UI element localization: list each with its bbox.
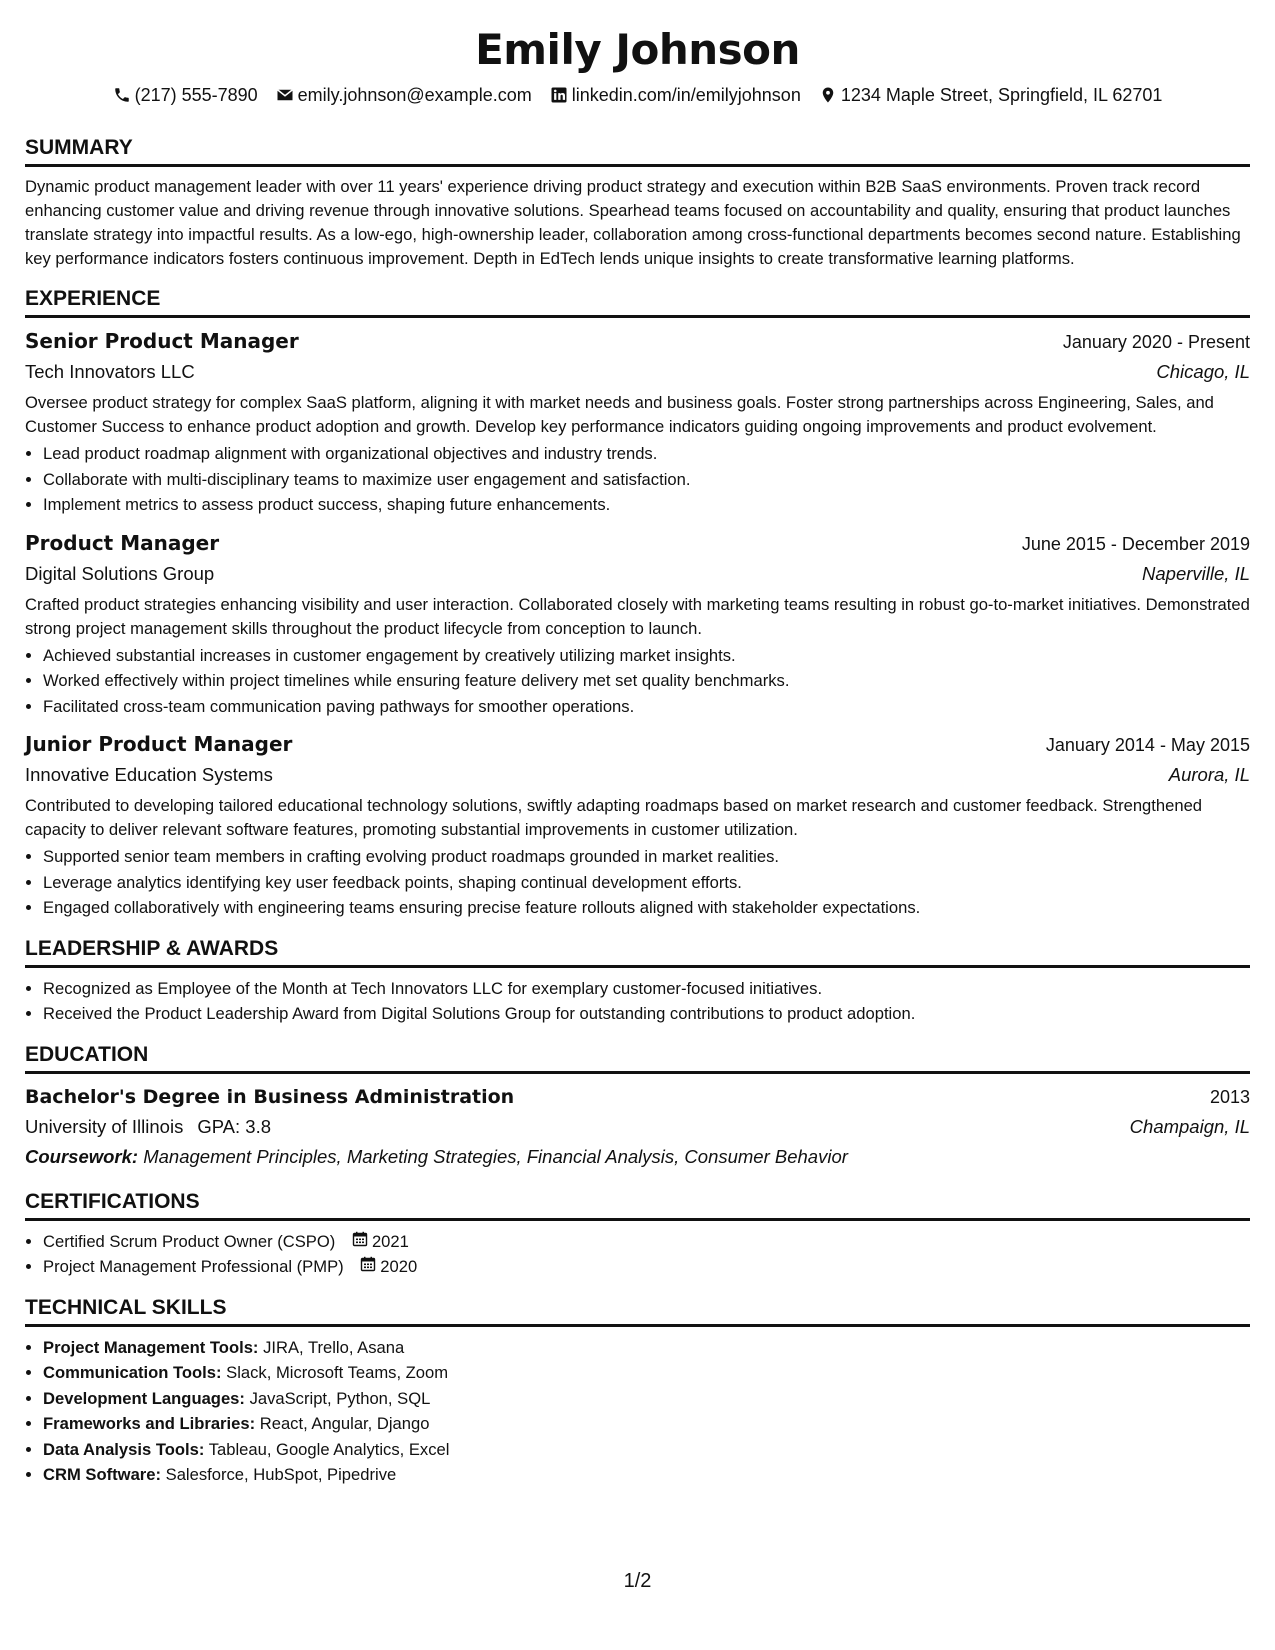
- certification-year: 2020: [380, 1257, 418, 1276]
- resume-page: [25, 0, 1250, 1488]
- school-name: University of Illinois: [25, 1115, 184, 1137]
- job-entry: [25, 326, 1250, 518]
- skill-values: Tableau, Google Analytics, Excel: [208, 1439, 450, 1459]
- calendar-icon: [352, 1231, 368, 1247]
- list-item: [43, 1335, 1250, 1361]
- job-location: Aurora, IL: [1168, 764, 1250, 785]
- list-item: • Recognized as Employee of the Month at Tech Innovators LLC for exemplary customer-focused initiatives.: [43, 976, 1250, 1002]
- skill-category: Communication Tools:: [43, 1363, 222, 1382]
- company-name: Tech Innovators LLC: [25, 361, 195, 382]
- certification-name: Certified Scrum Product Owner (CSPO): [43, 1231, 336, 1251]
- summary-text: Dynamic product management leader with over 11 years' experience driving product strategy and execution within B2B SaaS environments. Proven track record enhancing customer value and driving revenue through innovative solutions. Spearhead teams focused on accountability and quality, ensuring that product launches translate strategy into impactful results. As a low-ego, high-ownership leader, collaboration among cross-functional departments becomes second nature. Establishing key performance indicators fosters continuous improvement. Depth in EdTech lends unique insights to create transformative learning platforms.: [25, 177, 1241, 268]
- company-name: Innovative Education Systems: [25, 764, 273, 785]
- section-title: TECHNICAL SKILLS: [25, 1294, 1250, 1327]
- certifications-section: [25, 1188, 1250, 1280]
- certification-year: 2021: [371, 1231, 409, 1251]
- job-bullets: [25, 643, 1250, 720]
- education-section: [25, 1041, 1250, 1172]
- list-item: [43, 1411, 1250, 1437]
- email-text[interactable]: emily.johnson@example.com: [297, 85, 532, 105]
- list-item: [43, 1437, 1250, 1463]
- job-bullets: [25, 844, 1250, 921]
- certifications-list: [25, 1229, 1250, 1280]
- list-item: [43, 1360, 1250, 1386]
- job-description: Crafted product strategies enhancing visibility and user interaction. Collaborated closely with marketing teams resulting in robust go-to-market initiatives. Demonstrated strong project management skills throughout the product lifecycle from conception to launch.: [25, 594, 1250, 638]
- skill-category: Frameworks and Libraries:: [43, 1414, 256, 1433]
- degree-title: Bachelor's Degree in Business Administration: [25, 1085, 515, 1108]
- coursework-label: Coursework:: [25, 1145, 139, 1167]
- skill-values: React, Angular, Django: [259, 1414, 430, 1433]
- phone-icon: [113, 86, 131, 104]
- section-title: EXPERIENCE: [25, 285, 1250, 318]
- job-location: Chicago, IL: [1156, 361, 1250, 382]
- experience-section: [25, 285, 1250, 921]
- list-item: • Worked effectively within project timelines while ensuring feature delivery met set quality benchmarks.: [43, 668, 1250, 694]
- skills-section: [25, 1294, 1250, 1488]
- job-dates: June 2015 - December 2019: [1021, 533, 1250, 554]
- coursework: [25, 1142, 1250, 1172]
- school-location: Champaign, IL: [1129, 1115, 1250, 1137]
- list-item: • Received the Product Leadership Award from Digital Solutions Group for outstanding contributions to product adoption.: [43, 1001, 1250, 1027]
- job-entry: [25, 528, 1250, 720]
- list-item: • Implement metrics to assess product success, shaping future enhancements.: [43, 492, 1250, 518]
- skill-values: Salesforce, HubSpot, Pipedrive: [165, 1465, 397, 1484]
- address-text: 1234 Maple Street, Springfield, IL 62701: [840, 85, 1163, 105]
- list-item: [43, 1229, 1250, 1255]
- job-entry: [25, 729, 1250, 921]
- list-item: • Lead product roadmap alignment with organizational objectives and industry trends.: [43, 441, 1250, 467]
- contact-linkedin[interactable]: [550, 82, 801, 108]
- job-title: Junior Product Manager: [25, 732, 293, 756]
- phone-text: (217) 555-7890: [134, 85, 258, 105]
- company-name: Digital Solutions Group: [25, 562, 215, 584]
- skill-values: JavaScript, Python, SQL: [249, 1388, 431, 1408]
- list-item: • Facilitated cross-team communication paving pathways for smoother operations.: [43, 694, 1250, 720]
- list-item: • Achieved substantial increases in customer engagement by creatively utilizing market insights.: [43, 643, 1250, 669]
- coursework-list: Management Principles, Marketing Strategies, Financial Analysis, Consumer Behavior: [143, 1145, 848, 1167]
- linkedin-icon: [550, 86, 568, 104]
- skill-category: Data Analysis Tools:: [43, 1439, 205, 1459]
- page-number: 1/2: [623, 1570, 652, 1592]
- skill-values: Slack, Microsoft Teams, Zoom: [226, 1363, 449, 1382]
- list-item: • Leverage analytics identifying key user feedback points, shaping continual development efforts.: [43, 870, 1250, 896]
- job-bullets: [25, 441, 1250, 518]
- section-title: SUMMARY: [25, 134, 1250, 167]
- envelope-icon: [276, 86, 294, 104]
- job-description: Oversee product strategy for complex SaaS platform, aligning it with market needs and business goals. Foster strong partnerships across Engineering, Sales, and Customer Success to enhance product adoption and growth. Develop key performance indicators guiding ongoing improvements and product evolvement.: [25, 393, 1214, 436]
- skill-category: CRM Software:: [43, 1465, 162, 1484]
- candidate-name: Emily Johnson: [475, 25, 800, 74]
- list-item: [43, 1462, 1250, 1488]
- contact-address: [819, 82, 1163, 108]
- skill-category: Project Management Tools:: [43, 1337, 259, 1357]
- job-location: Naperville, IL: [1142, 562, 1250, 584]
- job-dates: January 2020 - Present: [1062, 332, 1250, 352]
- contact-email[interactable]: [276, 82, 532, 108]
- map-marker-icon: [819, 86, 837, 104]
- school-info: [25, 1112, 271, 1142]
- list-item: [43, 1254, 1250, 1280]
- contact-bar: [25, 82, 1250, 108]
- skill-values: JIRA, Trello, Asana: [263, 1337, 405, 1357]
- summary-section: [25, 134, 1250, 271]
- list-item: [43, 1386, 1250, 1412]
- job-title: Senior Product Manager: [25, 329, 299, 353]
- list-item: • Engaged collaboratively with engineering teams ensuring precise feature rollouts aligned with stakeholder expectations.: [43, 895, 1250, 921]
- leadership-section: [25, 935, 1250, 1027]
- certification-name: Project Management Professional (PMP): [43, 1257, 344, 1276]
- skill-category: Development Languages:: [43, 1388, 245, 1408]
- linkedin-text[interactable]: linkedin.com/in/emilyjohnson: [571, 85, 801, 105]
- awards-list: [25, 976, 1250, 1027]
- contact-phone: [113, 82, 258, 108]
- job-description: Contributed to developing tailored educational technology solutions, swiftly adapting roadmaps based on market research and customer feedback. Strengthened capacity to deliver relevant software features, promoting substantial improvements in customer utilization.: [25, 796, 1203, 839]
- list-item: • Supported senior team members in crafting evolving product roadmaps grounded in market realities.: [43, 844, 1250, 870]
- section-title: EDUCATION: [25, 1041, 1250, 1074]
- job-title: Product Manager: [25, 530, 220, 555]
- skills-list: [25, 1335, 1250, 1488]
- section-title: LEADERSHIP & AWARDS: [25, 935, 1250, 968]
- job-dates: January 2014 - May 2015: [1045, 735, 1250, 755]
- gpa: GPA: 3.8: [197, 1115, 272, 1137]
- list-item: • Collaborate with multi-disciplinary teams to maximize user engagement and satisfaction.: [43, 467, 1250, 493]
- section-title: CERTIFICATIONS: [25, 1188, 1250, 1221]
- calendar-icon: [360, 1256, 376, 1272]
- graduation-year: 2013: [1209, 1086, 1250, 1107]
